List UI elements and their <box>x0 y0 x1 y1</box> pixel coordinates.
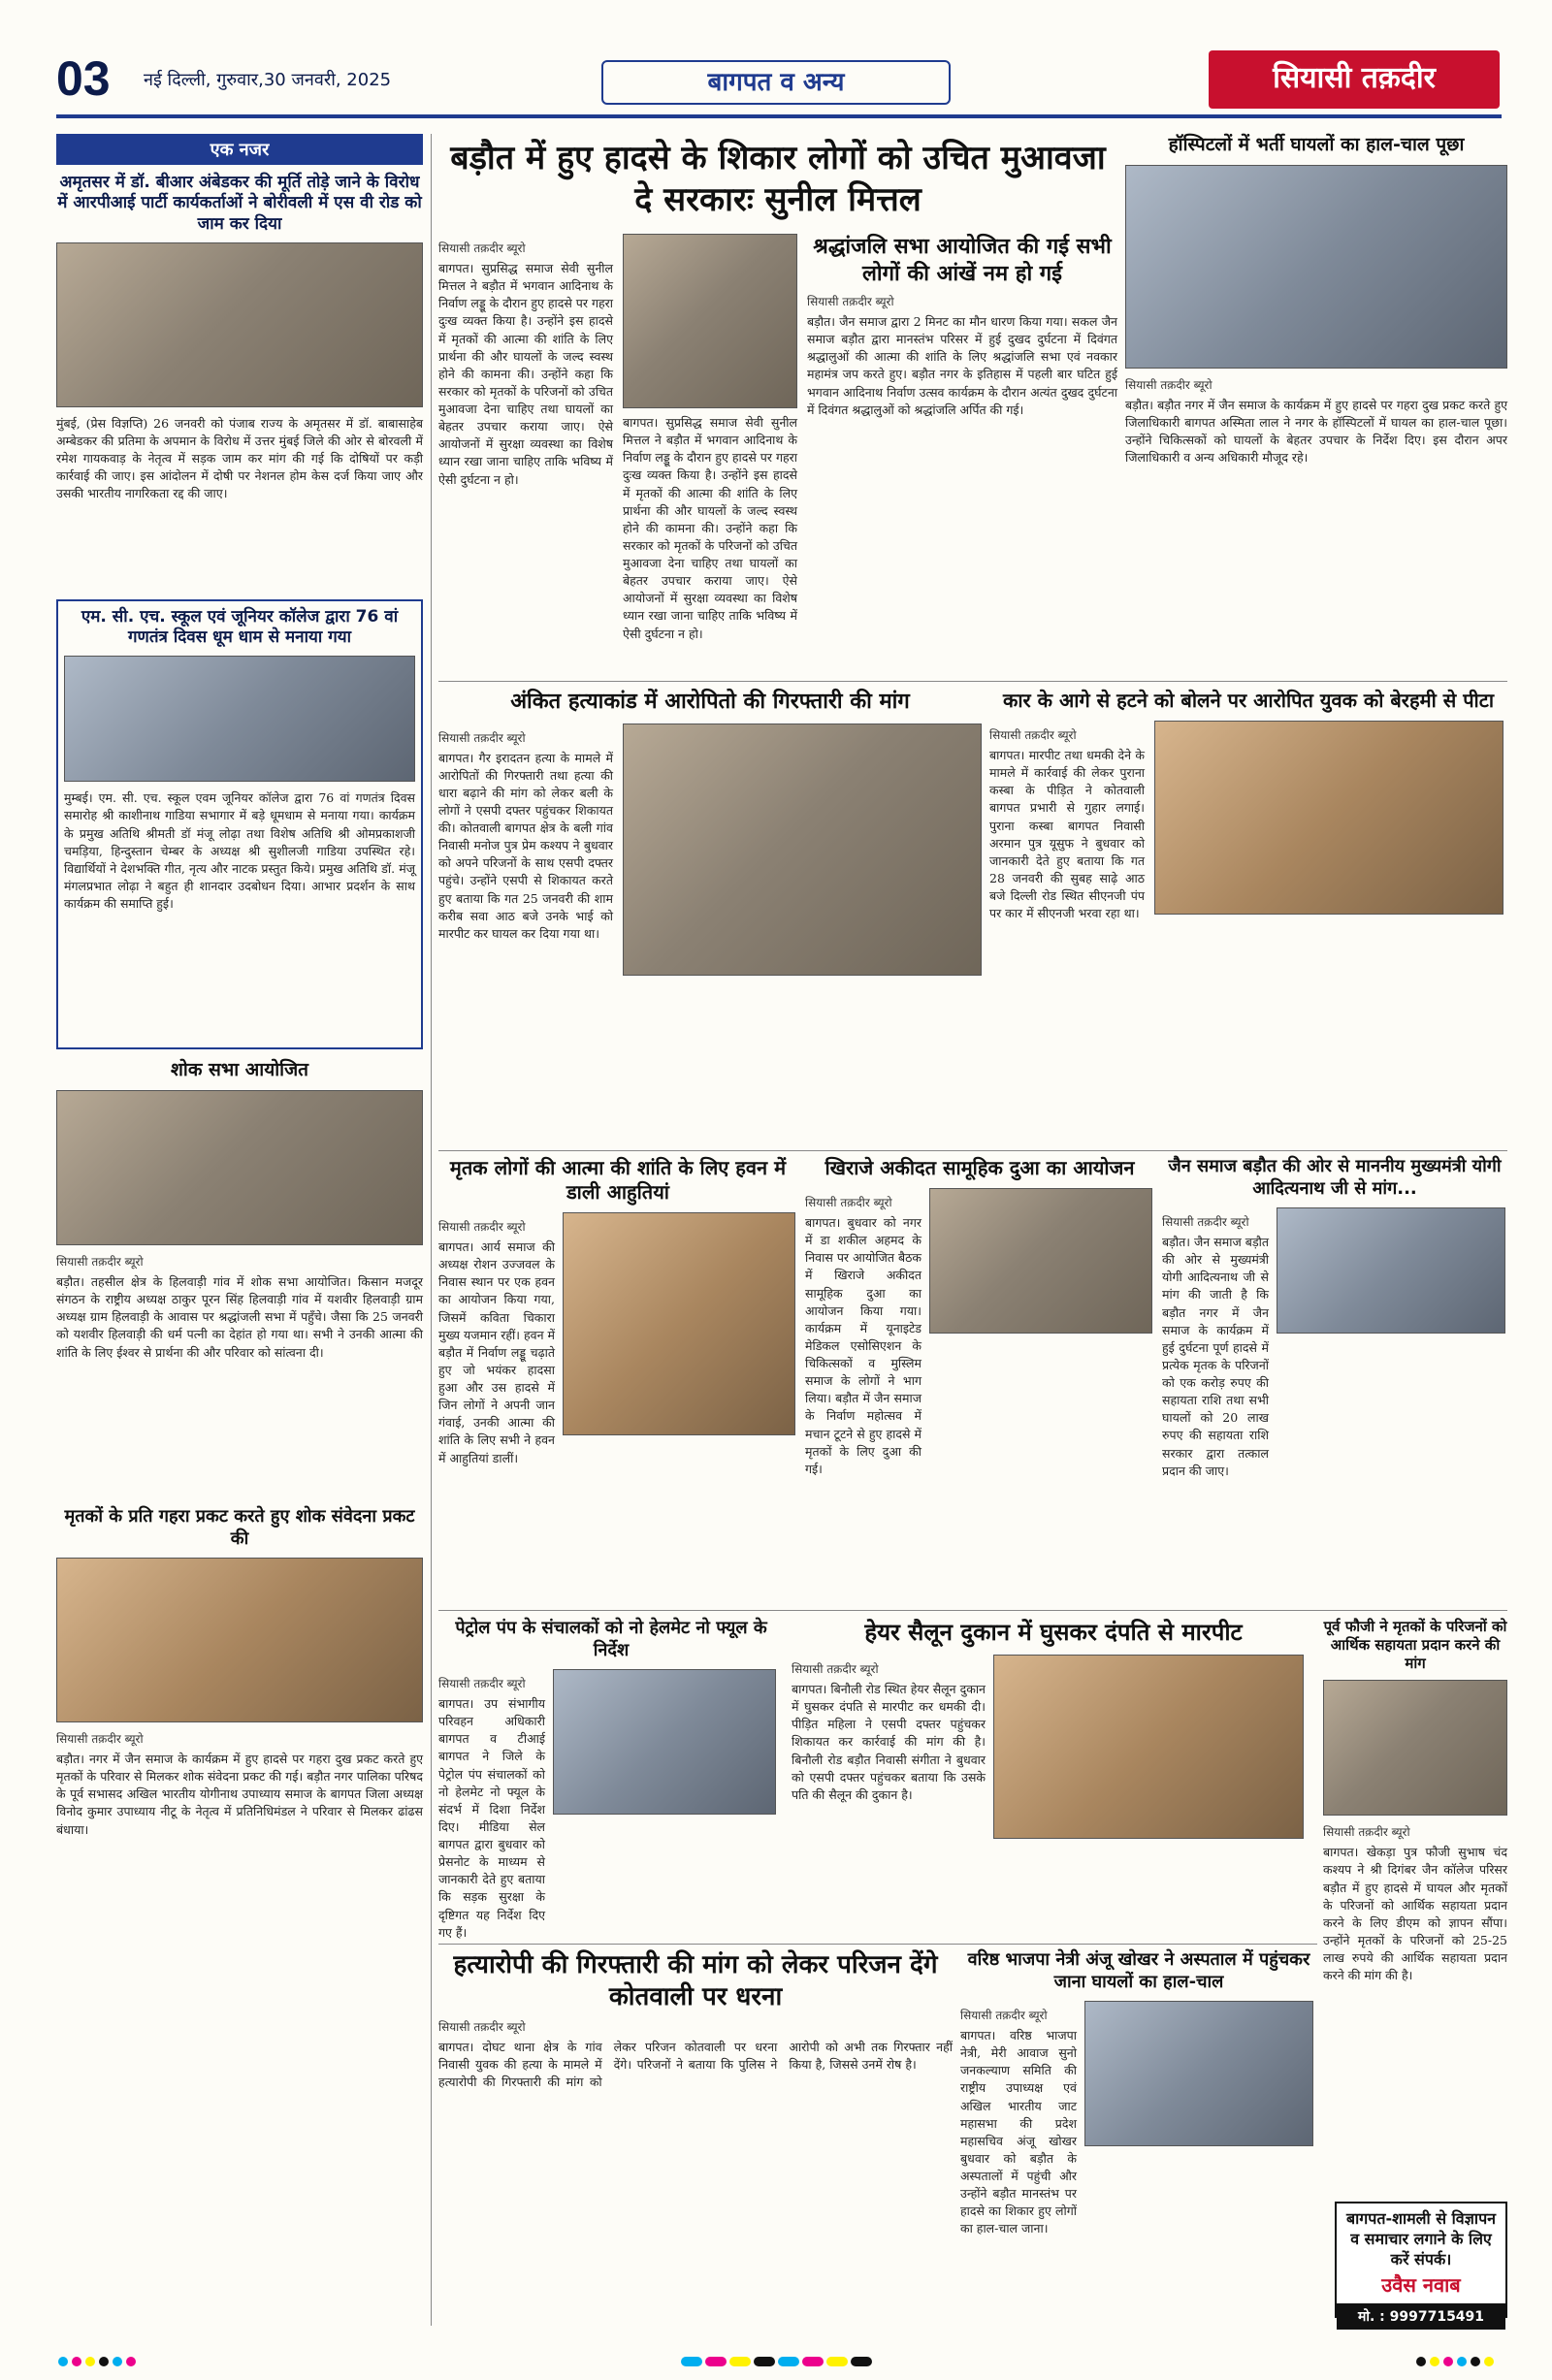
headline: कार के आगे से हटने को बोलने पर आरोपित युवक को बेरहमी से पीटा <box>1003 689 1494 712</box>
article-shraddhanjali <box>807 234 1117 648</box>
body-text-cont: बागपत। सुप्रसिद्ध समाज सेवी सुनील मित्तल ने बड़ौत में भगवान आदिनाथ के निर्वाण लड्डू के दौरान हुए हादसे पर गहरा दुःख व्यक्त किया है। उन्होंने इस हादसे में मृतकों की आत्मा की शांति के लिए प्रार्थना की और घायलों के जल्द स्वस्थ होने की कामना की। उन्होंने कहा कि सरकार को मृतकों के परिजनों को उचित मुआवजा देना चाहिए तथा घायलों का बेहतर उपचार कराया जाए। ऐसे आयोजनों में सुरक्षा व्यवस्था का विशेष ध्यान रखा जाना चाहिए ताकि भविष्य में ऐसी दुर्घटना न हो। <box>623 415 797 641</box>
registration-dots-right <box>1416 2357 1494 2366</box>
body-text: बागपत। गैर इरादतन हत्या के मामले में आरोपितों की गिरफ्तारी तथा हत्या की धारा बढ़ाने की मांग को लेकर बली के लोगों ने एसपी दफ्तर पहुंचकर शिकायत की। कोतवाली बागपत क्षेत्र के बली गांव निवासी मनोज पुत्र प्रेम कश्यप ने बुधवार को अपने परिजनों के साथ एसपी दफ्तर पहुंचे। उन्होंने एसपी से शिकायत करते हुए बताया कि गत 25 जनवरी की शाम करीब सवा आठ बजे उनके भाई को मारपीट कर घायल कर दिया गया था। <box>438 750 613 941</box>
body-text: बड़ौत। जैन समाज बड़ौत की ओर से मुख्यमंत्री योगी आदित्यनाथ जी से मांग की जाती है कि बड़ौत नगर में जैन समाज के कार्यक्रम में हुई दुर्घटना पूर्ण हादसे में प्रत्येक मृतक के परिजनों को एक करोड़ रुपए की सहायता राशि तथा सभी घायलों को 20 लाख रुपए की सहायता राशि सरकार द्वारा तत्काल प्रदान की जाए। <box>1162 1235 1269 1478</box>
printer-color-marks <box>0 2347 1552 2376</box>
page-number: 03 <box>56 51 111 106</box>
body-text: बड़ौत। जैन समाज द्वारा 2 मिनट का मौन धारण किया गया। सकल जैन समाज बड़ौत द्वारा मानस्तंभ परिसर में हुई दुखद दुर्घटना में दिवंगत श्रद्धालुओं की आत्मा की शांति के लिए श्रद्धांजलि सभा एवं नवकार महामंत्र जप करते हुए। बड़ौत नगर के इतिहास में पहली बार घटित हुई भगवान आदिनाथ निर्वाण उत्सव कार्यक्रम के दौरान अत्यंत दुखद दुर्घटना में दिवंगत श्रद्धालुओं को श्रद्धांजलि अर्पित की गई। <box>807 314 1117 417</box>
byline: सियासी तक़दीर ब्यूरो <box>438 1677 526 1690</box>
headline: मृतक लोगों की आत्मा की शांति के लिए हवन में डाली आहुतियां <box>449 1156 787 1204</box>
brand-logo: सियासी तक़दीर <box>1209 50 1500 109</box>
advertisement-box <box>1335 2202 1507 2326</box>
body-text: मुम्बई। एम. सी. एच. स्कूल एवम जूनियर कॉलेज द्वारा 76 वां गणतंत्र दिवस समारोह श्री काशीनाथ गाडिया सभागार में बड़े धूमधाम से मनाया गया। कार्यक्रम के प्रमुख अतिथि श्रीमती डॉ मंजू लोढ़ा तथा विशेष अतिथि श्री ओमप्रकाशजी चमड़िया, हिन्दुस्तान चेम्बर के अध्यक्ष श्री सुशीलजी गाडिया उपस्थित रहे। विद्यार्थियों ने देशभक्ति गीत, नृत्य और नाटक प्रस्तुत किये। प्रमुख अतिथि डॉ. मंजू मंगलप्रभात लोढ़ा ने बहुत ही शानदार उदबोधन दिया। आभार प्रदर्शन के साथ कार्यक्रम की समाप्ति हुई। <box>64 790 415 911</box>
photo-condolence <box>56 1558 423 1722</box>
body-text: बागपत। बिनौली रोड स्थित हेयर सैलून दुकान में घुसकर दंपति से मारपीट कर धमकी दी। पीड़ित महिला ने एसपी दफ्तर पहुंचकर शिकायत कर कार्रवाई की मांग की है। बिनौली रोड बड़ौत निवासी संगीता ने बुधवार को एसपी दफ्तर पहुंचकर बताया कि उसके पति की सैलून की दुकान है। <box>792 1682 986 1802</box>
article-anju <box>960 1949 1317 2328</box>
article-ambedkar <box>56 173 423 590</box>
article-yogi <box>1162 1156 1507 1602</box>
byline: सियासी तक़दीर ब्यूरो <box>438 1220 526 1234</box>
headline: हेयर सैलून दुकान में घुसकर दंपति से मारपीट <box>864 1619 1243 1646</box>
byline: सियासी तक़दीर ब्यूरो <box>807 295 894 308</box>
article-ankit <box>438 689 982 1144</box>
byline: सियासी तक़दीर ब्यूरो <box>1125 377 1212 392</box>
headline: खिराजे अकीदत सामूहिक दुआ का आयोजन <box>824 1156 1135 1179</box>
headline: मृतकों के प्रति गहरा प्रकट करते हुए शोक संवेदना प्रकट की <box>64 1506 415 1549</box>
article-purv-fauji <box>1323 1618 1507 2190</box>
headline: वरिष्ठ भाजपा नेत्री अंजू खोखर ने अस्पताल में पहुंचकर जाना घायलों का हाल-चाल <box>967 1949 1310 1992</box>
headline: श्रद्धांजलि सभा आयोजित की गई सभी लोगों की आंखें नम हो गई <box>813 235 1112 286</box>
photo-protest <box>56 242 423 407</box>
article-mch-school <box>56 599 423 1050</box>
body-text: बागपत। दोघट थाना क्षेत्र के गांव निवासी युवक की हत्या के मामले में हत्यारोपी की गिरफ्तारी की मांग को लेकर परिजन कोतवाली पर धरना देंगे। परिजनों ने बताया कि पुलिस ने आरोपी को अभी तक गिरफ्तार नहीं किया है, जिससे उनमें रोष है। <box>438 2040 953 2090</box>
body-text: बागपत। बुधवार को नगर में डा शकील अहमद के निवास पर आयोजित बैठक में खिराजे अकीदत सामूहिक दुआ का आयोजन किया गया। कार्यक्रम में यूनाइटेड मेडिकल एसोसिएशन के चिकित्सकों व मुस्लिम समाज के लोगों ने भाग लिया। बड़ौत में जैन समाज के निर्वाण महोत्सव में मचान टूटने से हुए हादसे में मृतकों के लिए दुआ की गई। <box>805 1215 922 1476</box>
body-text: बड़ौत। नगर में जैन समाज के कार्यक्रम में हुए हादसे पर गहरा दुख प्रकट करते हुए मृतकों के परिवार से मिलकर शोक संवेदना प्रकट की गई। बड़ौत नगर पालिका परिषद के पूर्व सभासद अखिल भारतीय योगीनाथ उपाध्याय समाज के बागपत जिला अध्यक्ष विनोद कुमार उपाध्याय नीटू के नेतृत्व में प्रतिनिधिमंडल ने परिवार से मिलकर ढांढस बंधाया। <box>56 1752 423 1837</box>
registration-dots-left <box>58 2357 136 2366</box>
body-text: बागपत। वरिष्ठ भाजपा नेत्री, मेरी आवाज सुनो जनकल्याण समिति की राष्ट्रीय उपाध्यक्ष एवं अखिल भारतीय जाट महासभा की प्रदेश महासचिव अंजू खोखर बुधवार को बड़ौत के अस्पतालों में पहुंची और उन्होंने बड़ौत मानस्तंभ पर हादसे का शिकार हुए लोगों का हाल-चाल जाना। <box>960 2028 1077 2236</box>
section-title: बागपत व अन्य <box>601 60 951 105</box>
body-text: बड़ौत। बड़ौत नगर में जैन समाज के कार्यक्रम में हुए हादसे पर गहरा दुख प्रकट करते हुए जिलाधिकारी बागपत अस्मिता लाल ने नगर के हॉस्पिटलों में घायल का हाल-चाल पूछा। उन्होंने चिकित्सकों को घायलों के बेहतर उपचार के निर्देश दिए। इस दौरान अपर जिलाधिकारी व अन्य अधिकारी मौजूद रहे। <box>1125 397 1507 466</box>
byline: सियासी तक़दीर ब्यूरो <box>438 241 526 255</box>
body-text: बागपत। उप संभागीय परिवहन अधिकारी बागपत व टीआई बागपत ने जिले के पेट्रोल पंप संचालकों को नो हेलमेट नो फ्यूल के संदर्भ में दिशा निर्देश दिए। मीडिया सेल बागपत द्वारा बुधवार को प्रेसनोट के माध्यम से जानकारी देते हुए बताया कि सड़क सुरक्षा के दृष्टिगत यह निर्देश दिए गए हैं। <box>438 1696 545 1940</box>
ek-nazar-label: एक नजर <box>56 134 423 165</box>
color-bars-center <box>681 2357 872 2366</box>
byline: सियासी तक़दीर ब्यूरो <box>438 2020 526 2034</box>
byline: सियासी तक़दीर ब्यूरो <box>438 730 526 745</box>
article-dua <box>805 1156 1154 1602</box>
article-sunil-mittal <box>438 134 1117 677</box>
byline: सियासी तक़दीर ब्यूरो <box>989 728 1077 742</box>
headline: अंकित हत्याकांड में आरोपितो की गिरफ्तारी की मांग <box>510 690 910 714</box>
body-text: बड़ौत। तहसील क्षेत्र के हिलवाड़ी गांव में शोक सभा आयोजित। किसान मजदूर संगठन के राष्ट्रीय अध्यक्ष ठाकुर पूरन सिंह हिलवाड़ी गांव में यशवीर हिलवाड़ी ग्राम अध्यक्ष ग्राम हिलवाड़ी के आवास पर श्रद्धांजली सभा में पहुँचे। जैसा कि 25 जनवरी को यशवीर हिलवाड़ी की धर्म पत्नी का देहांत हो गया था। सभी ने उनकी आत्मा की शांति के लिए ईश्वर से प्रार्थना की और परिवार को सांत्वना दी। <box>56 1274 423 1360</box>
photo-shok-sabha <box>56 1090 423 1245</box>
article-petrol <box>438 1618 784 1938</box>
ad-text: बागपत-शामली से विज्ञापन व समाचार लगाने के लिए करें संपर्क। <box>1345 2209 1497 2268</box>
photo-hospital <box>1125 165 1507 369</box>
article-shok-samvedna <box>56 1506 423 1945</box>
byline: सियासी तक़दीर ब्यूरो <box>56 1732 144 1746</box>
byline: सियासी तक़दीर ब्यूरो <box>960 2009 1048 2022</box>
row-divider <box>438 1944 1317 1945</box>
byline: सियासी तक़दीर ब्यूरो <box>56 1255 144 1269</box>
article-havan <box>438 1156 797 1602</box>
headline: बड़ौत में हुए हादसे के शिकार लोगों को उचित मुआवजा दे सरकारः सुनील मित्तल <box>450 139 1106 219</box>
article-salon <box>792 1618 1315 1938</box>
photo-sunil-mittal <box>623 234 797 408</box>
body-text: बागपत। खेकड़ा पुत्र फौजी सुभाष चंद कश्यप ने श्री दिगंबर जैन कॉलेज परिसर बड़ौत में हुए हादसे में घायल और मृतकों के परिजनों को आर्थिक सहायता प्रदान करने के लिए डीएम को ज्ञापन सौंपा। उन्होंने मृतकों के परिजनों को 25-25 लाख रुपये की आर्थिक सहायता प्रदान करने की मांग की है। <box>1323 1845 1507 1983</box>
byline: सियासी तक़दीर ब्यूरो <box>1323 1825 1410 1840</box>
headline: हॉस्पिटलों में भर्ती घायलों का हाल-चाल पूछा <box>1168 134 1465 155</box>
headline: एम. सी. एच. स्कूल एवं जूनियर कॉलेज द्वारा 76 वां गणतंत्र दिवस धूम धाम से मनाया गया <box>81 606 399 647</box>
headline: हत्यारोपी की गिरफ्तारी की मांग को लेकर परिजन देंगे कोतवाली पर धरना <box>453 1950 938 2011</box>
article-car <box>989 689 1507 1144</box>
ad-name: उवैस नवाब <box>1381 2273 1461 2298</box>
byline: सियासी तक़दीर ब्यूरो <box>1162 1215 1249 1229</box>
body-text: बागपत। आर्य समाज की अध्यक्ष रोशन उज्जवल के निवास स्थान पर एक हवन का आयोजन किया गया, जिसमें कविता चिकारा मुख्य यजमान रहीं। हवन में बड़ौत में निर्वाण लड्डू चढ़ाते हुए जो भयंकर हादसा हुआ और उस हादसे में जिन लोगों ने अपनी जान गंवाई, उनकी आत्मा की शांति के लिए सभी ने हवन में आहुतियां डालीं। <box>438 1239 555 1465</box>
article-hatyaropi <box>438 1949 953 2328</box>
ad-phone: मो. : 9997715491 <box>1337 2303 1505 2330</box>
photo-hospital-visit <box>1084 2001 1313 2146</box>
headline: पेट्रोल पंप के संचालकों को नो हेलमेट नो फ्यूल के निर्देश <box>455 1618 767 1660</box>
row-divider <box>438 1150 1507 1151</box>
headline: अमृतसर में डॉ. बीआर अंबेडकर की मूर्ति तोड़े जाने के विरोध में आरपीआई पार्टी कार्यकर्ताओं ने बोरीवली में एस वी रोड को जाम कर दिया <box>57 173 422 234</box>
photo-dua <box>929 1188 1152 1334</box>
article-shok-sabha <box>56 1059 423 1496</box>
row-divider <box>438 681 1507 682</box>
headline: शोक सभा आयोजित <box>171 1059 308 1081</box>
column-divider <box>431 134 432 2326</box>
photo-couple <box>993 1655 1304 1839</box>
byline: सियासी तक़दीर ब्यूरो <box>805 1196 892 1209</box>
photo-havan <box>563 1212 795 1435</box>
masthead <box>0 0 1552 116</box>
header-rule <box>56 114 1502 118</box>
ek-nazar-column <box>56 134 423 2326</box>
photo-fauji <box>1323 1680 1507 1816</box>
date-line: नई दिल्ली, गुरुवार,30 जनवरी, 2025 <box>144 70 392 90</box>
photo-protest-ankit <box>623 724 982 976</box>
byline: सियासी तक़दीर ब्यूरो <box>792 1662 879 1676</box>
body-text: मुंबई, (प्रेस विज्ञप्ति) 26 जनवरी को पंजाब राज्य के अमृतसर में डॉ. बाबासाहेब अम्बेडकर की प्रतिमा के अपमान के विरोध में उत्तर मुंबई जिले की ओर से बोरवली में रमेश गायकवाड़ के नेतृत्व में सड़क जाम कर मांग की गई कि दोषियों पर कड़ी कार्रवाई की जाए। इस आंदोलन में दोषी पर नेशनल होम केस दर्ज किया जाए और उसकी भारतीय नागरिकता रद्द की जाए। <box>56 415 423 501</box>
article-hospital <box>1125 134 1507 677</box>
headline: पूर्व फौजी ने मृतकों के परिजनों को आर्थिक सहायता प्रदान करने की मांग <box>1323 1618 1507 1672</box>
photo-republic-day <box>64 656 415 782</box>
headline: जैन समाज बड़ौत की ओर से माननीय मुख्यमंत्री योगी आदित्यनाथ जी से मांग... <box>1168 1156 1502 1199</box>
photo-meeting <box>553 1669 776 1815</box>
photo-victim <box>1154 721 1504 915</box>
body-text: बागपत। सुप्रसिद्ध समाज सेवी सुनील मित्तल ने बड़ौत में भगवान आदिनाथ के निर्वाण लड्डू के दौरान हुए हादसे पर गहरा दुःख व्यक्त किया है। उन्होंने इस हादसे में मृतकों की आत्मा की शांति के लिए प्रार्थना की और घायलों के जल्द स्वस्थ होने की कामना की। उन्होंने कहा कि सरकार को मृतकों के परिजनों को उचित मुआवजा देना चाहिए तथा घायलों का बेहतर उपचार कराया जाए। ऐसे आयोजनों में सुरक्षा व्यवस्था का विशेष ध्यान रखा जाना चाहिए ताकि भविष्य में ऐसी दुर्घटना न हो। <box>438 261 613 487</box>
photo-jain-samaj <box>1277 1207 1505 1334</box>
body-text: बागपत। मारपीट तथा धमकी देने के मामले में कार्रवाई की लेकर पुराना कस्बा के पीड़ित ने कोतवाली बागपत प्रभारी से गुहार लगाई। पुराना कस्बा बागपत निवासी अरमान पुत्र यूसुफ ने बुधवार को जानकारी देते हुए बताया कि गत 28 जनवरी की सुबह साढ़े आठ बजे दिल्ली रोड स्थित सीएनजी पंप पर कार में सीएनजी भरवा रहा था। <box>989 748 1145 921</box>
row-divider <box>438 1610 1507 1611</box>
